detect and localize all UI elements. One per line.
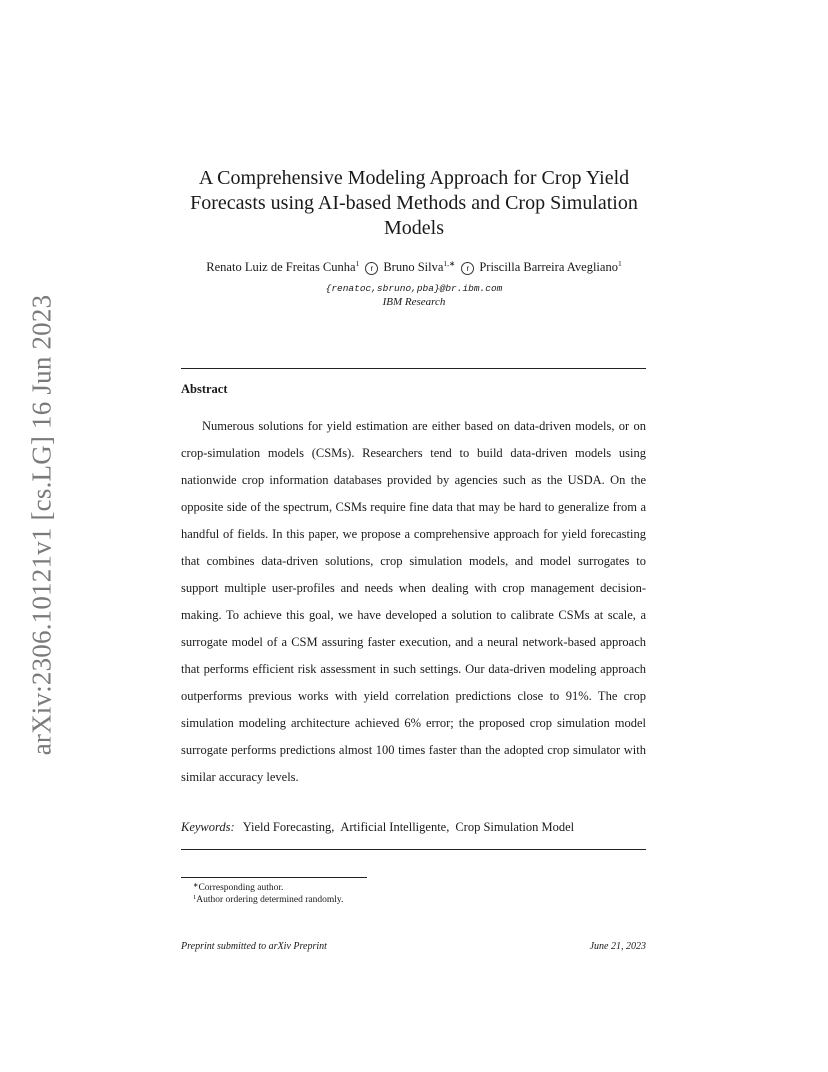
footnote-mark: 1 (193, 894, 197, 901)
keyword: Crop Simulation Model (455, 820, 575, 834)
keyword: Artificial Intelligente, (340, 820, 450, 834)
abstract-heading: Abstract (181, 382, 228, 396)
author-name: Bruno Silva (383, 260, 444, 274)
author-affiliation: IBM Research (382, 296, 446, 308)
author-affiliation-mark: 1,∗ (443, 259, 456, 268)
author-list (170, 259, 658, 275)
footnote-corresponding (193, 881, 283, 893)
abstract-top-rule (181, 368, 646, 369)
abstract-bottom-rule (181, 849, 646, 850)
keyword: Yield Forecasting, (242, 820, 335, 834)
footer-preprint-note: Preprint submitted to arXiv Preprint (181, 941, 327, 952)
footnote-text: Corresponding author. (198, 883, 284, 893)
footnote-mark: ∗ (193, 882, 199, 889)
orcid-icon: r (461, 262, 474, 275)
footnote-text: Author ordering determined randomly. (196, 895, 344, 905)
paper-title: A Comprehensive Modeling Approach for Crop Yield Forecasts using AI-based Methods and Crop Simulation Models (190, 167, 638, 239)
orcid-icon: r (365, 262, 378, 275)
author-name: Priscilla Barreira Avegliano (479, 260, 618, 274)
abstract-body: Numerous solutions for yield estimation are either based on data-driven models, or on crop-simulation models (CSMs). Researchers tend to build data-driven models using nationwide crop information databases provided by agencies such as the USDA. On the opposite side of the spectrum, CSMs require fine data that may be hard to generalize from a handful of fields. In this paper, we propose a comprehensive approach for yield forecasting that combines data-driven solutions, crop simulation models, and model surrogates to support multiple user-profiles and needs when dealing with crop management decision-making. To achieve this goal, we have developed a solution to calibrate CSMs at scale, a surrogate model of a CSM assuring faster execution, and a neural network-based approach that performs efficient risk assessment in such settings. Our data-driven modeling approach outperforms previous works with yield correlation predictions close to 91%. The crop simulation modeling architecture achieved 6% error; the proposed crop simulation model surrogate performs predictions almost 100 times faster than the adopted crop simulator with similar accuracy levels. (181, 419, 646, 784)
footnote-ordering (193, 894, 343, 905)
author-affiliation-mark: 1 (355, 259, 360, 268)
keywords-label: Keywords: (181, 820, 235, 834)
author-name: Renato Luiz de Freitas Cunha (206, 260, 356, 274)
author-affiliation-mark: 1 (617, 259, 622, 268)
footer-date: June 21, 2023 (589, 941, 646, 952)
footnote-rule (181, 877, 367, 878)
author-emails: {renatoc,sbruno,pba}@br.ibm.com (325, 283, 503, 294)
arxiv-identifier-stamp: arXiv:2306.10121v1 [cs.LG] 16 Jun 2023 (26, 294, 57, 756)
keywords-line (181, 820, 580, 835)
